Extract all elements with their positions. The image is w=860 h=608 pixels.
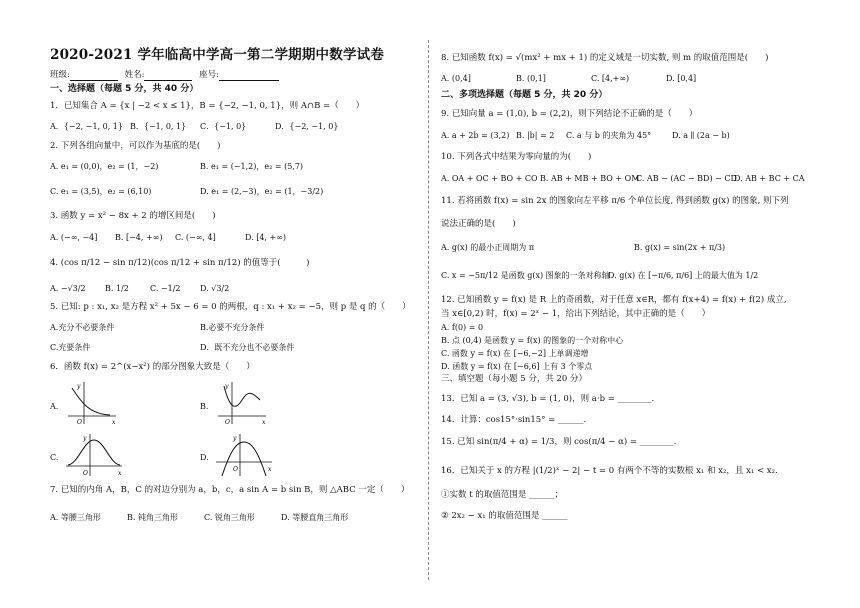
section-3-heading: 三、填空题（每小题 5 分，共 20 分） <box>441 374 588 384</box>
q10-option-c: C. AB − (AC − BD) − CD <box>636 174 737 183</box>
q2-option-b: B. e₁ = (−1,2)，e₂ = (5,7) <box>200 162 304 171</box>
q2-option-d: D. e₁ = (2,−3)，e₂ = (1，−3/2) <box>200 187 324 196</box>
q6d-origin-label: O <box>233 466 238 473</box>
question-16-part-2: ② 2x₂ − x₁ 的取值范围是 ______ <box>441 511 568 521</box>
question-10: 10. 下列各式中结果为零向量的为( ) <box>441 152 592 162</box>
q6c-y-label: y <box>83 435 87 442</box>
question-12-cont: 当 x∈[0,2) 时，f(x) = 2ˣ − 1，给出下列结论，其中正确的是（ ） <box>441 309 711 319</box>
q1-option-d: D．{−2, −1, 0} <box>275 122 339 131</box>
question-14: 14．计算：cos15°·sin15° = ______. <box>441 415 587 425</box>
q6d-y-label: y <box>233 435 237 442</box>
question-6: 6．函数 f(x) = 2^(x−x²) 的部分图象大致是（ ） <box>50 362 255 372</box>
seat-label: 座号: <box>199 70 220 80</box>
q6a-y-label: y <box>77 383 81 390</box>
section-1-heading: 一、选择题（每题 5 分，共 40 分） <box>50 84 199 94</box>
question-16-part-1: ①实数 t 的取值范围是 ______； <box>441 490 564 500</box>
question-11-cont: 说法正确的是( ) <box>441 219 516 229</box>
question-16: 16．已知关于 x 的方程 |(1/2)ˣ − 2| − t = 0 有两个不等的实数根 x₁ 和 x₂，且 x₁ < x₂. <box>441 466 778 476</box>
q4-option-c: C. −1/2 <box>150 284 181 293</box>
q10-option-d: D. AB + BC + CA <box>734 174 805 183</box>
q6-graph-c <box>64 432 124 478</box>
name-label: 姓名: <box>124 70 145 80</box>
q3-option-a: A. (−∞, −4] <box>50 233 98 242</box>
q4-option-d: D. √3/2 <box>200 284 230 293</box>
q7-option-a: A. 等腰三角形 <box>50 513 101 522</box>
q11-option-c: C. x = −5π/12 是函数 g(x) 图象的一条对称轴 <box>441 271 610 280</box>
q8-option-d: D. [0,4] <box>666 74 697 83</box>
q2-option-a: A. e₁ = (0,0)，e₂ = (1，−2) <box>50 162 159 171</box>
q12-option-a: A. f(0) = 0 <box>441 323 484 332</box>
question-13: 13．已知 a = (3, √3), b = (1, 0)，则 a·b = ________. <box>441 394 655 404</box>
q6-option-b: B. <box>200 402 209 411</box>
q6-option-c: C. <box>50 453 59 462</box>
q4-option-a: A. −√3/2 <box>50 284 86 293</box>
q4-option-b: B. 1/2 <box>105 284 129 293</box>
section-2-heading: 二、多项选择题（每题 5 分，共 20 分） <box>441 90 608 100</box>
q7-option-d: D. 等腰直角三角形 <box>281 513 349 522</box>
question-4: 4. (cos π/12 − sin π/12)(cos π/12 + sin π/12) 的值等于( ) <box>50 258 310 268</box>
q6c-origin-label: O <box>83 470 88 477</box>
q8-option-b: B. (0,1] <box>516 74 546 83</box>
q6a-origin-label: O <box>77 419 82 426</box>
q10-option-b: B. AB + MB + BO + OM <box>540 174 640 183</box>
q11-option-b: B. g(x) = sin(2x + π/3) <box>634 243 726 252</box>
column-divider <box>428 40 429 580</box>
question-11: 11. 若将函数 f(x) = sin 2x 的图象向左平移 π/6 个单位长度, 得到函数 g(x) 的图象, 则下列 <box>441 196 789 206</box>
question-8: 8. 已知函数 f(x) = √(mx² + mx + 1) 的定义域是一切实数, 则 m 的取值范围是( ) <box>441 53 769 63</box>
q6-option-a: A. <box>50 402 59 411</box>
exam-title: 2020-2021 学年临高中学高一第二学期期中数学试卷 <box>50 47 385 63</box>
question-3: 3. 函数 y = x² − 8x + 2 的增区间是( ) <box>50 211 216 221</box>
seat-field[interactable] <box>219 71 279 81</box>
student-info-row <box>50 70 279 81</box>
q6b-x-label: x <box>262 419 266 426</box>
q6a-x-label: x <box>112 419 116 426</box>
q3-option-b: B. [−4, +∞) <box>115 233 163 242</box>
q8-option-a: A. (0,4] <box>441 74 471 83</box>
q3-option-d: D. [4, +∞) <box>245 233 286 242</box>
q5-option-d: D．既不充分也不必要条件 <box>200 343 295 352</box>
class-label: 班级: <box>50 70 70 80</box>
question-9: 9. 已知向量 a = (1,0), b = (2,2)，则下列结论不正确的是（ ） <box>441 109 698 119</box>
q8-option-c: C. [4,+∞) <box>591 74 630 83</box>
q12-option-b: B. 点 (0,4) 是函数 y = f(x) 的图象的一个对称中心 <box>441 336 624 345</box>
q1-option-a: A．{−2, −1, 0, 1} <box>50 122 123 131</box>
q5-option-a: A.充分不必要条件 <box>50 323 115 332</box>
q9-option-b: B. |b| = 2 <box>516 131 555 140</box>
q9-option-a: A. a + 2b = (3,2) <box>441 131 510 140</box>
q6-graph-b <box>214 380 268 426</box>
q1-option-b: B．{−1, 0, 1} <box>130 122 187 131</box>
q7-option-b: B. 钝角三角形 <box>127 513 178 522</box>
q6-option-d: D. <box>200 453 209 462</box>
q9-option-d: D. a ∥ (2a − b) <box>672 131 730 140</box>
q9-option-c: C. a 与 b 的夹角为 45° <box>566 131 652 140</box>
q11-option-a: A. g(x) 的最小正周期为 π <box>441 243 535 252</box>
question-1: 1．已知集合 A = {x | −2 < x ≤ 1}，B = {−2, −1, 0, 1}，则 A∩B =（ ） <box>50 101 365 111</box>
question-7: 7. 已知的内角 A，B，C 的对边分别为 a，b，c，a sin A = b sin B，则 △ABC 一定（ ） <box>50 485 410 495</box>
q6-graph-a <box>64 380 118 426</box>
q12-option-c: C. 函数 y = f(x) 在 [−6,−2] 上单调递增 <box>441 349 589 358</box>
q6c-x-label: x <box>118 470 122 477</box>
q2-option-c: C. e₁ = (3,5)，e₂ = (6,10) <box>50 187 152 196</box>
q5-option-b: B.必要不充分条件 <box>200 323 265 332</box>
q12-option-d: D. 函数 y = f(x) 在 [−6,6] 上有 3 个零点 <box>441 362 593 371</box>
q6d-x-label: x <box>268 466 272 473</box>
q10-option-a: A. OA + OC + BO + CO <box>441 174 538 183</box>
question-2: 2. 下列各组向量中，可以作为基底的是( ) <box>50 141 221 151</box>
q7-option-c: C. 锐角三角形 <box>204 513 255 522</box>
question-15: 15. 已知 sin(π/4 + α) = 1/3，则 cos(π/4 − α) = ________. <box>441 437 677 447</box>
class-field[interactable] <box>70 71 118 81</box>
q3-option-c: C. (−∞, 4] <box>175 233 216 242</box>
question-5: 5. 已知: p : x₁, x₂ 是方程 x² + 5x − 6 = 0 的两根，q : x₁ + x₂ = −5，则 p 是 q 的（ ） <box>50 302 411 312</box>
q11-option-d: D. g(x) 在 [−π/6, π/6] 上的最大值为 1/2 <box>608 271 759 280</box>
q1-option-c: C．{−1, 0} <box>200 122 247 131</box>
q6-graph-d <box>214 432 274 478</box>
question-12: 12. 已知函数 y = f(x) 是 R 上的奇函数，对于任意 x∈R，都有 f(x+4) = f(x) + f(2) 成立, <box>441 295 787 305</box>
q6b-origin-label: O <box>225 419 230 426</box>
q6b-y-label: y <box>225 383 229 390</box>
q5-option-c: C.充要条件 <box>50 343 91 352</box>
name-field[interactable] <box>144 71 192 81</box>
